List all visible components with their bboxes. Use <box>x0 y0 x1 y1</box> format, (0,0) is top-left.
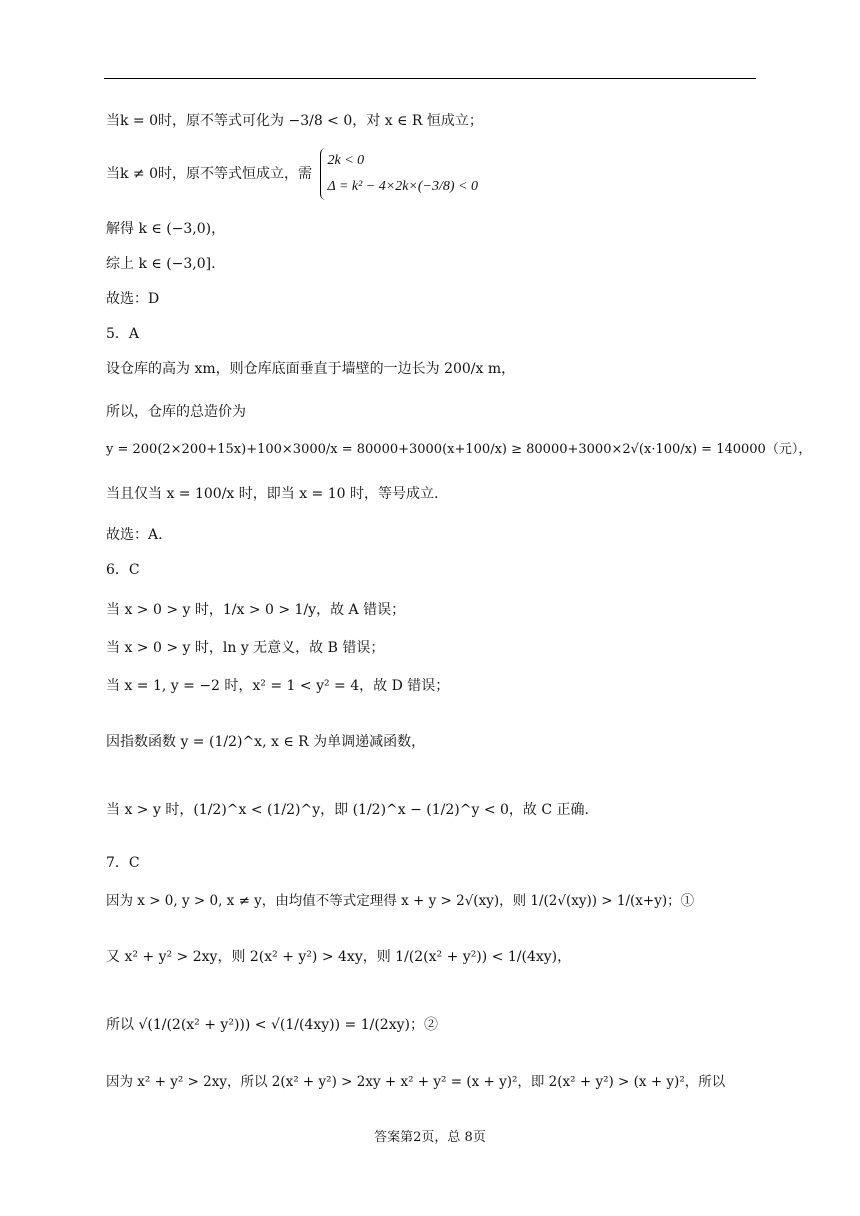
text-line-2 <box>106 148 478 200</box>
text-line-11: 当 x > 0 > y 时，1/x > 0 > 1/y，故 A 错误； <box>106 602 406 618</box>
case-2: Δ = k² − 4×2k×(−3/8) < 0 <box>327 179 478 194</box>
text-line-7: 所以，仓库的总造价为 <box>106 404 246 420</box>
text-line-1: 当k = 0时，原不等式可化为 −3/8 < 0，对 x ∈ R 恒成立； <box>106 113 483 129</box>
case-brace <box>320 148 478 200</box>
text-line-16: 因为 x > 0, y > 0, x ≠ y，由均值不等式定理得 x + y > 2√(xy)，则 1/(2√(xy)) > 1/(x+y)；① <box>106 893 695 909</box>
text-line-3: 解得 k ∈ (−3,0)， <box>106 221 226 237</box>
text-line-8: y = 200(2×200+15x)+100×3000/x = 80000+3000(x+100/x) ≥ 80000+3000×2√(x·100/x) = 140000（元）， <box>106 442 812 457</box>
text-line-12: 当 x > 0 > y 时，ln y 无意义，故 B 错误； <box>106 640 385 656</box>
header-rule <box>104 78 756 79</box>
question-5-answer: 5．A <box>106 326 140 342</box>
text-line-6: 设仓库的高为 xm，则仓库底面垂直于墙壁的一边长为 200/x m， <box>106 361 516 377</box>
text-line-18: 所以 √(1/(2(x² + y²))) < √(1/(4xy)) = 1/(2xy)；② <box>106 1017 438 1033</box>
text-line-5: 故选：D <box>106 291 160 307</box>
text-line-9: 当且仅当 x = 100/x 时，即当 x = 10 时，等号成立. <box>106 486 439 502</box>
text-line-2-prefix: 当k ≠ 0时，原不等式恒成立，需 <box>106 166 313 182</box>
case-1: 2k < 0 <box>327 153 365 168</box>
text-line-19: 因为 x² + y² > 2xy，所以 2(x² + y²) > 2xy + x² + y² = (x + y)²，即 2(x² + y²) > (x + y)²，所以 <box>106 1074 726 1090</box>
question-6-answer: 6．C <box>106 562 140 578</box>
question-7-answer: 7．C <box>106 855 140 871</box>
text-line-14: 因指数函数 y = (1/2)^x, x ∈ R 为单调递减函数， <box>106 734 426 750</box>
text-line-13: 当 x = 1, y = −2 时，x² = 1 < y² = 4，故 D 错误； <box>106 678 450 694</box>
text-line-4: 综上 k ∈ (−3,0]. <box>106 256 216 272</box>
text-line-17: 又 x² + y² > 2xy，则 2(x² + y²) > 4xy，则 1/(2(x² + y²)) < 1/(4xy)， <box>106 949 572 965</box>
text-line-10: 故选：A. <box>106 527 163 543</box>
text-line-15: 当 x > y 时，(1/2)^x < (1/2)^y，即 (1/2)^x − (1/2)^y < 0，故 C 正确. <box>106 802 589 818</box>
page-footer: 答案第2页，总 8页 <box>374 1130 486 1145</box>
